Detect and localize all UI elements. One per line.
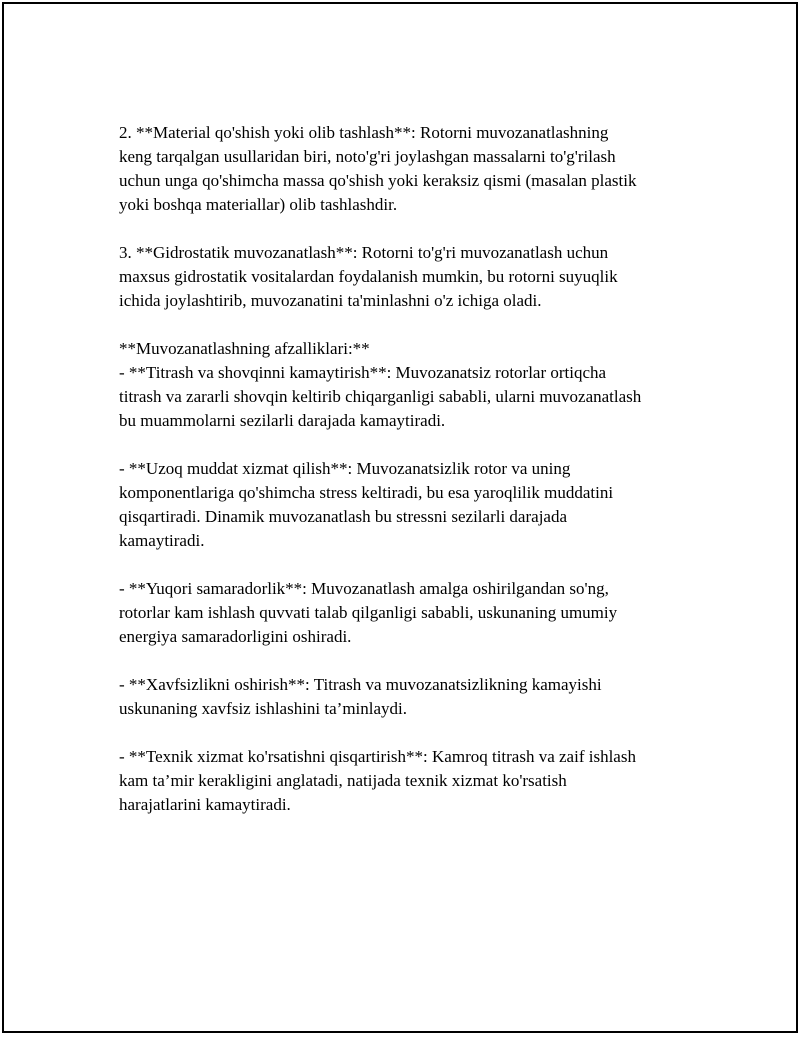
text-line: harajatlarini kamaytiradi. (119, 795, 291, 814)
document-page (2, 2, 798, 1033)
text-line: - **Uzoq muddat xizmat qilish**: Muvozanatsizlik rotor va uning (119, 459, 571, 478)
text-line: - **Yuqori samaradorlik**: Muvozanatlash amalga oshirilgandan so'ng, (119, 579, 609, 598)
paragraph-advantages-vibration (119, 337, 719, 433)
paragraph-hydrostatic-balancing (119, 241, 719, 313)
paragraph-material-balancing (119, 121, 719, 217)
text-line: 3. **Gidrostatik muvozanatlash**: Rotorni to'g'ri muvozanatlash uchun (119, 243, 609, 262)
text-line: bu muammolarni sezilarli darajada kamaytiradi. (119, 411, 446, 430)
text-line: kam ta’mir kerakligini anglatadi, natijada texnik xizmat ko'rsatish (119, 771, 567, 790)
text-line: titrash va zararli shovqin keltirib chiqarganligi sababli, ularni muvozanatlash (119, 387, 642, 406)
text-line: uskunaning xavfsiz ishlashini ta’minlaydi. (119, 699, 408, 718)
text-line: energiya samaradorligini oshiradi. (119, 627, 352, 646)
text-line: rotorlar kam ishlash quvvati talab qilganligi sababli, uskunaning umumiy (119, 603, 618, 622)
text-line: - **Xavfsizlikni oshirish**: Titrash va muvozanatsizlikning kamayishi (119, 675, 602, 694)
text-line: yoki boshqa materiallar) olib tashlashdir. (119, 195, 398, 214)
text-line: qisqartiradi. Dinamik muvozanatlash bu stressni sezilarli darajada (119, 507, 568, 526)
text-line: komponentlariga qo'shimcha stress keltiradi, bu esa yaroqlilik muddatini (119, 483, 614, 502)
paragraph-high-efficiency (119, 577, 719, 649)
text-line: keng tarqalgan usullaridan biri, noto'g'ri joylashgan massalarni to'g'rilash (119, 147, 616, 166)
text-line: kamaytiradi. (119, 531, 205, 550)
text-line: maxsus gidrostatik vositalardan foydalanish mumkin, bu rotorni suyuqlik (119, 267, 618, 286)
text-line: - **Titrash va shovqinni kamaytirish**: Muvozanatsiz rotorlar ortiqcha (119, 363, 607, 382)
text-line: uchun unga qo'shimcha massa qo'shish yoki keraksiz qismi (masalan plastik (119, 171, 637, 190)
section-heading: **Muvozanatlashning afzalliklari:** (119, 339, 370, 358)
paragraph-long-service (119, 457, 719, 553)
text-line: 2. **Material qo'shish yoki olib tashlash**: Rotorni muvozanatlashning (119, 123, 609, 142)
paragraph-safety (119, 673, 719, 721)
paragraph-maintenance (119, 745, 719, 817)
text-line: - **Texnik xizmat ko'rsatishni qisqartirish**: Kamroq titrash va zaif ishlash (119, 747, 636, 766)
text-line: ichida joylashtirib, muvozanatini ta'minlashni o'z ichiga oladi. (119, 291, 542, 310)
document-body (119, 121, 719, 841)
